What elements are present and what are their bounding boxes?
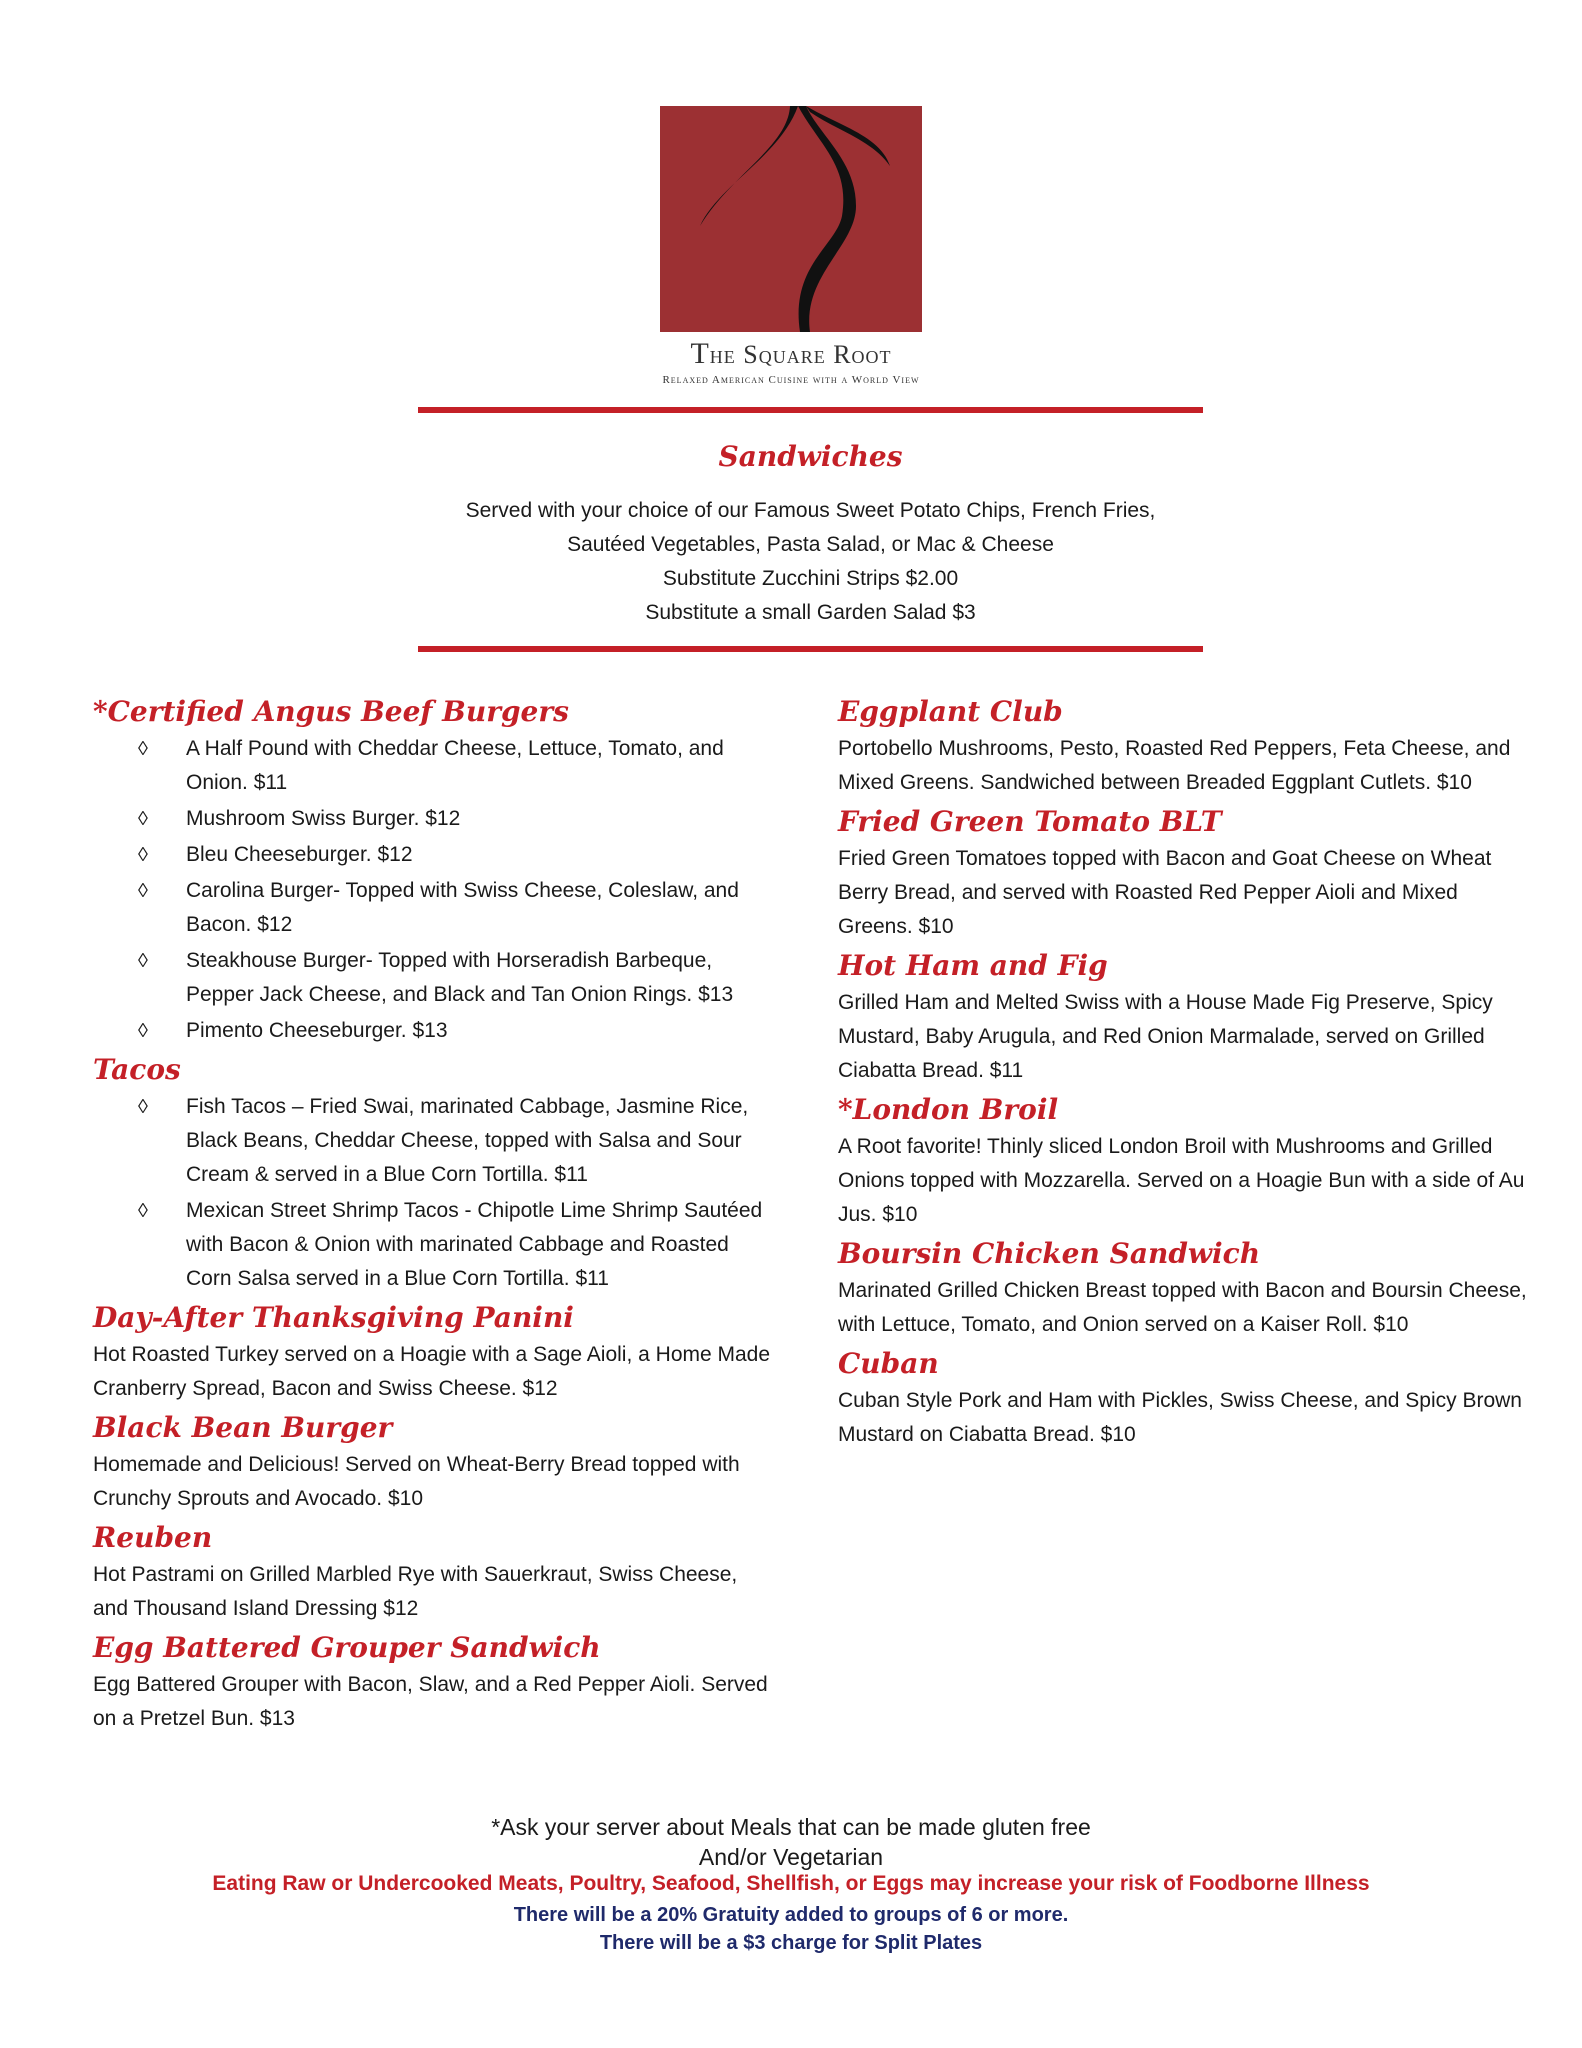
menu-column-right — [838, 690, 1528, 1452]
footer-line: *Ask your server about Meals that can be made gluten free — [491, 1814, 1091, 1840]
foodborne-warning: Eating Raw or Undercooked Meats, Poultry, Seafood, Shellfish, or Eggs may increase your risk of Foodborne Illness — [212, 1872, 1370, 1895]
gratuity-note: There will be a 20% Gratuity added to groups of 6 or more. — [513, 1904, 1069, 1926]
fgt-description: Fried Green Tomatoes topped with Bacon and Goat Cheese on Wheat Berry Bread, and served with Roasted Red Pepper Aioli and Mixed Greens. $10 — [838, 847, 1492, 938]
list-item: ◊ Pimento Cheeseburger. $13 — [93, 1014, 773, 1048]
split-plate-note: There will be a $3 charge for Split Plates — [599, 1932, 983, 1954]
gluten-free-note — [0, 1812, 1582, 1872]
tacos-list — [93, 1090, 773, 1296]
list-item: ◊ Mexican Street Shrimp Tacos - Chipotle Lime Shrimp Sautéed with Bacon & Onion with marinated Cabbage and Roasted Corn Salsa served in a Blue Corn Tortilla. $11 — [93, 1194, 773, 1296]
heading-tacos: Tacos — [93, 1053, 181, 1086]
list-item: ◊ Bleu Cheeseburger. $12 — [93, 838, 773, 872]
intro-line: Sautéed Vegetables, Pasta Salad, or Mac & Cheese — [567, 533, 1054, 556]
heading-burgers: *Certified Angus Beef Burgers — [93, 695, 569, 728]
diamond-bullet-icon: ◊ — [138, 738, 148, 760]
diamond-bullet-icon: ◊ — [138, 1020, 148, 1042]
panini-description: Hot Roasted Turkey served on a Hoagie with a Sage Aioli, a Home Made Cranberry Spread, Bacon and Swiss Cheese. $12 — [93, 1343, 771, 1400]
eggplant-description: Portobello Mushrooms, Pesto, Roasted Red Peppers, Feta Cheese, and Mixed Greens. Sandwiched between Breaded Eggplant Cutlets. $10 — [838, 737, 1511, 794]
list-item: ◊ Mushroom Swiss Burger. $12 — [93, 802, 773, 836]
hot-ham-description: Grilled Ham and Melted Swiss with a House Made Fig Preserve, Spicy Mustard, Baby Arugula, and Red Onion Marmalade, served on Grilled Ciabatta Bread. $11 — [838, 991, 1493, 1082]
section-intro — [418, 494, 1203, 630]
list-item: ◊ Fish Tacos – Fried Swai, marinated Cabbage, Jasmine Rice, Black Beans, Cheddar Cheese, topped with Salsa and Sour Cream & served in a Blue Corn Tortilla. $11 — [93, 1090, 773, 1192]
section-title: Sandwiches — [718, 440, 903, 473]
heading-eggplant-club: Eggplant Club — [838, 695, 1063, 728]
brand-tagline: Relaxed American Cuisine with a World View — [662, 374, 920, 386]
black-bean-description: Homemade and Delicious! Served on Wheat-Berry Bread topped with Crunchy Sprouts and Avocado. $10 — [93, 1453, 740, 1510]
list-item: ◊ Carolina Burger- Topped with Swiss Cheese, Coleslaw, and Bacon. $12 — [93, 874, 773, 942]
diamond-bullet-icon: ◊ — [138, 950, 148, 972]
diamond-bullet-icon: ◊ — [138, 1096, 148, 1118]
diamond-bullet-icon: ◊ — [138, 808, 148, 830]
heading-black-bean-burger: Black Bean Burger — [93, 1411, 393, 1444]
intro-line: Served with your choice of our Famous Sweet Potato Chips, French Fries, — [465, 499, 1156, 522]
boursin-description: Marinated Grilled Chicken Breast topped with Bacon and Boursin Cheese, with Lettuce, Tomato, and Onion served on a Kaiser Roll. $10 — [838, 1279, 1527, 1336]
diamond-bullet-icon: ◊ — [138, 880, 148, 902]
cuban-description: Cuban Style Pork and Ham with Pickles, Swiss Cheese, and Spicy Brown Mustard on Ciabatta Bread. $10 — [838, 1389, 1522, 1446]
grouper-description: Egg Battered Grouper with Bacon, Slaw, and a Red Pepper Aioli. Served on a Pretzel Bun. $13 — [93, 1673, 768, 1730]
reuben-description: Hot Pastrami on Grilled Marbled Rye with Sauerkraut, Swiss Cheese, and Thousand Island Dressing $12 — [93, 1563, 738, 1620]
brand-name: The Square Root — [690, 337, 892, 370]
heading-fried-green-tomato: Fried Green Tomato BLT — [838, 805, 1222, 838]
heading-grouper: Egg Battered Grouper Sandwich — [93, 1631, 601, 1664]
menu-column-left — [93, 690, 773, 1736]
list-item: ◊ Steakhouse Burger- Topped with Horseradish Barbeque, Pepper Jack Cheese, and Black and Tan Onion Rings. $13 — [93, 944, 773, 1012]
heading-hot-ham-fig: Hot Ham and Fig — [838, 949, 1108, 982]
top-divider — [418, 407, 1203, 413]
heading-reuben: Reuben — [93, 1521, 213, 1554]
heading-boursin-chicken: Boursin Chicken Sandwich — [838, 1237, 1261, 1270]
root-swirl-icon — [660, 106, 922, 332]
burgers-list — [93, 732, 773, 1048]
heading-london-broil: *London Broil — [838, 1093, 1059, 1126]
logo-mark — [660, 106, 922, 332]
intro-line: Substitute Zucchini Strips $2.00 — [662, 567, 959, 590]
heading-cuban: Cuban — [838, 1347, 939, 1380]
london-broil-description: A Root favorite! Thinly sliced London Broil with Mushrooms and Grilled Onions topped with Mozzarella. Served on a Hoagie Bun with a side of Au Jus. $10 — [838, 1135, 1525, 1226]
footer-line: And/or Vegetarian — [698, 1844, 884, 1870]
diamond-bullet-icon: ◊ — [138, 1200, 148, 1222]
bottom-divider — [418, 646, 1203, 652]
diamond-bullet-icon: ◊ — [138, 844, 148, 866]
list-item: ◊ A Half Pound with Cheddar Cheese, Lettuce, Tomato, and Onion. $11 — [93, 732, 773, 800]
heading-panini: Day-After Thanksgiving Panini — [93, 1301, 574, 1334]
intro-line: Substitute a small Garden Salad $3 — [645, 601, 976, 624]
